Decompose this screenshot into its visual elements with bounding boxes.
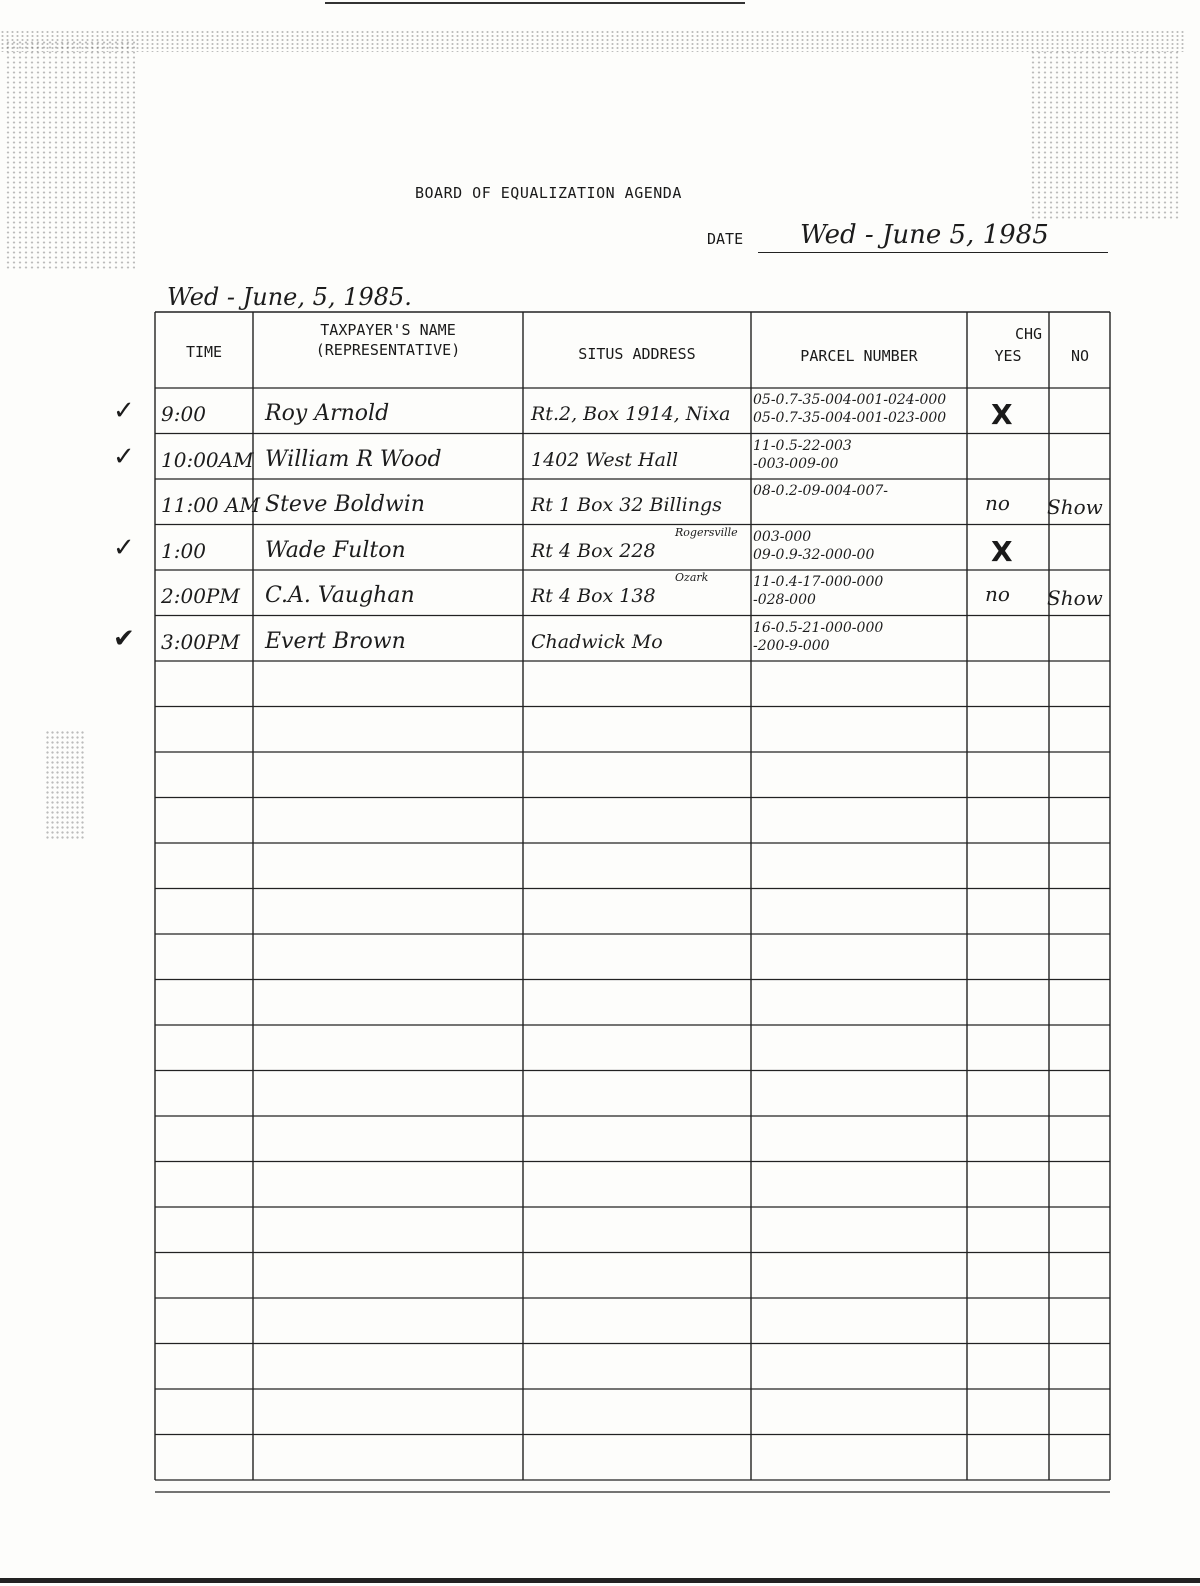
parcel-number-line1: 11-0.4-17-000-000 [753, 574, 884, 590]
scan-noise-top [0, 30, 1185, 52]
time-cell: 2:00PM [161, 584, 240, 608]
column-header-address: SITUS ADDRESS [578, 345, 696, 363]
situs-address-cell: Rt 1 Box 32 Billings [531, 494, 722, 516]
taxpayer-name-cell: Evert Brown [265, 628, 406, 654]
column-header-name-line2: (REPRESENTATIVE) [315, 341, 461, 359]
yes-mark: X [991, 534, 1013, 568]
top-rule [325, 2, 745, 4]
taxpayer-name-cell: Steve Boldwin [265, 492, 425, 517]
column-header-name [253, 320, 523, 360]
date-label: DATE [707, 230, 744, 248]
parcel-number-line2: 05-0.7-35-004-001-023-000 [753, 410, 947, 426]
column-header-yes: YES [994, 347, 1022, 365]
yes-mark: X [991, 398, 1013, 431]
situs-address-cell: Rt 4 Box 228 [531, 539, 656, 562]
situs-address-cell: 1402 West Hall [531, 448, 679, 471]
parcel-number-line2: -200-9-000 [753, 637, 830, 654]
parcel-number-line1: 08-0.2-09-004-007- [753, 483, 888, 499]
table-grid-lines [155, 312, 1115, 1502]
address-note: Ozark [675, 571, 709, 584]
date-value: Wed - June 5, 1985 [800, 220, 1049, 250]
parcel-number-line2: -003-009-00 [753, 455, 839, 472]
check-mark: ✔ [113, 623, 135, 654]
taxpayer-name-cell: William R Wood [265, 446, 442, 472]
time-cell: 9:00 [161, 402, 206, 426]
scan-noise-right [1030, 50, 1180, 220]
scan-noise-left [5, 40, 135, 270]
column-header-parcel: PARCEL NUMBER [800, 347, 918, 365]
scan-noise-side [45, 730, 85, 840]
check-mark: ✓ [113, 396, 135, 426]
parcel-number-line1: 003-000 [753, 528, 812, 545]
column-header-chg: CHG [1015, 325, 1043, 343]
situs-address-cell: Rt 4 Box 138 [531, 585, 656, 607]
no-mark: Show [1047, 586, 1103, 610]
page-title: BOARD OF EQUALIZATION AGENDA [415, 184, 682, 202]
taxpayer-name-cell: Roy Arnold [265, 401, 390, 426]
parcel-number-line1: 11-0.5-22-003 [753, 437, 852, 454]
yes-mark: no [985, 491, 1010, 515]
situs-address-cell: Chadwick Mo [531, 630, 663, 653]
time-cell: 10:00AM [161, 447, 254, 472]
time-cell: 11:00 AM [161, 493, 260, 517]
parcel-number-line2: 09-0.9-32-000-00 [753, 546, 875, 563]
no-mark: Show [1047, 495, 1103, 519]
parcel-number-line1: 05-0.7-35-004-001-024-000 [753, 392, 947, 408]
time-cell: 1:00 [161, 538, 206, 563]
yes-mark: no [985, 582, 1010, 606]
side-date-note: Wed - June, 5, 1985. [167, 283, 412, 311]
parcel-number-line1: 16-0.5-21-000-000 [753, 619, 884, 636]
date-underline [758, 252, 1108, 253]
column-header-name-line1: TAXPAYER'S NAME [320, 321, 456, 339]
check-mark: ✓ [113, 441, 135, 472]
taxpayer-name-cell: C.A. Vaughan [265, 583, 415, 608]
time-cell: 3:00PM [161, 629, 240, 654]
address-note: Rogersville [675, 525, 738, 539]
column-header-no: NO [1070, 347, 1090, 365]
bottom-rule [0, 1578, 1200, 1583]
column-header-time: TIME [185, 343, 223, 361]
situs-address-cell: Rt.2, Box 1914, Nixa [531, 403, 731, 425]
parcel-number-line2: -028-000 [753, 592, 816, 608]
taxpayer-name-cell: Wade Fulton [265, 537, 406, 563]
check-mark: ✓ [113, 532, 135, 563]
